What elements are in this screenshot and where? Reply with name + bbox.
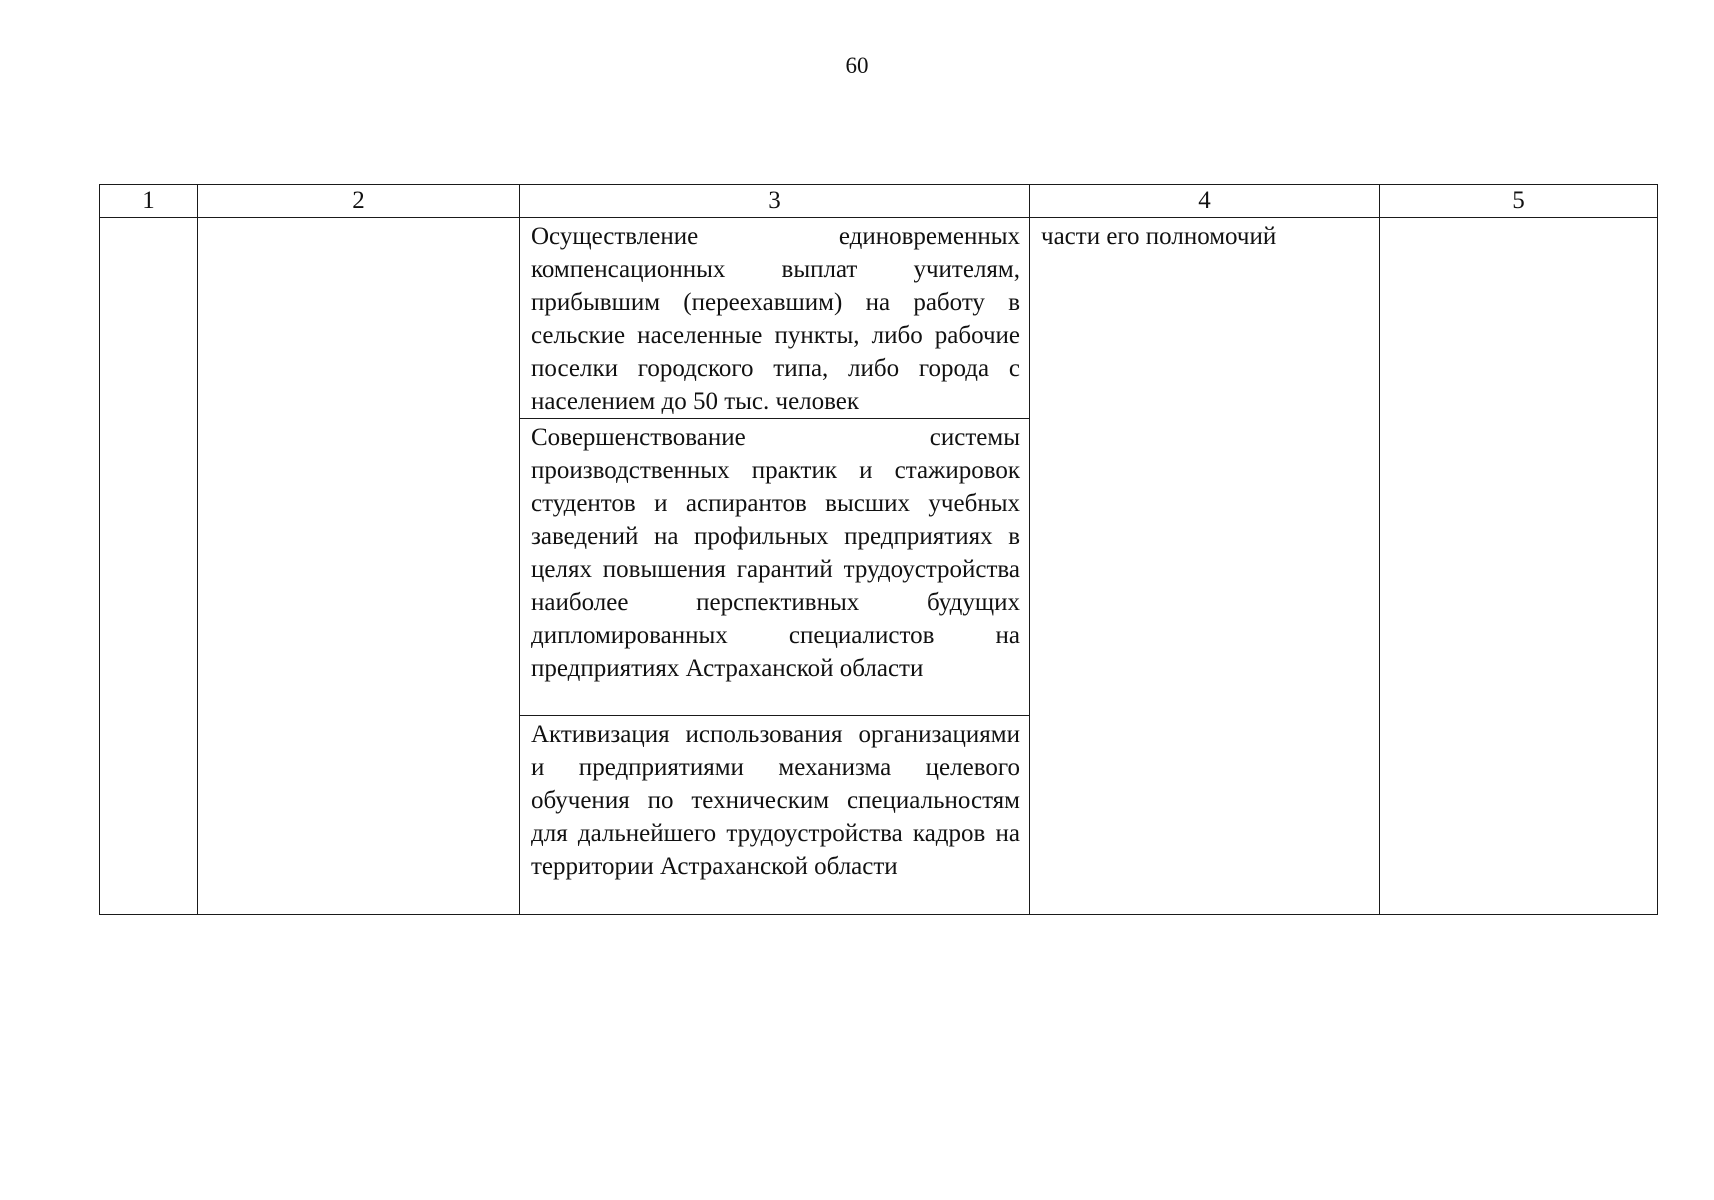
cell-measure-2: Совершенствование системы производственных практик и стажировок студентов и аспирантов высших учебных заведений на профильных предприятиях в целях повышения гарантий трудоустройства наиболее перспективных будущих дипломированных специалистов на предприятиях Астраханской области [520,419,1030,716]
measures-table [99,184,1658,915]
page-number: 60 [845,53,869,78]
header-col-4: 4 [1030,185,1380,218]
cell-col-5 [1380,218,1658,915]
header-col-1: 1 [100,185,198,218]
header-col-3: 3 [520,185,1030,218]
cell-measure-3: Активизация использования организациями и предприятиями механизма целевого обучения по техническим специальностям для дальнейшего трудоустройства кадров на территории Астраханской области [520,716,1030,915]
cell-col-1 [100,218,198,915]
table-header-row [100,185,1658,218]
cell-col-2 [198,218,520,915]
table-row [100,218,1658,419]
header-col-2: 2 [198,185,520,218]
cell-measure-1: Осуществление единовременных компенсационных выплат учителям, прибывшим (переехавшим) на работу в сельские населенные пункты, либо рабочие поселки городского типа, либо города с населением до 50 тыс. человек [520,218,1030,419]
cell-col-4: части его полномочий [1030,218,1380,915]
header-col-5: 5 [1380,185,1658,218]
